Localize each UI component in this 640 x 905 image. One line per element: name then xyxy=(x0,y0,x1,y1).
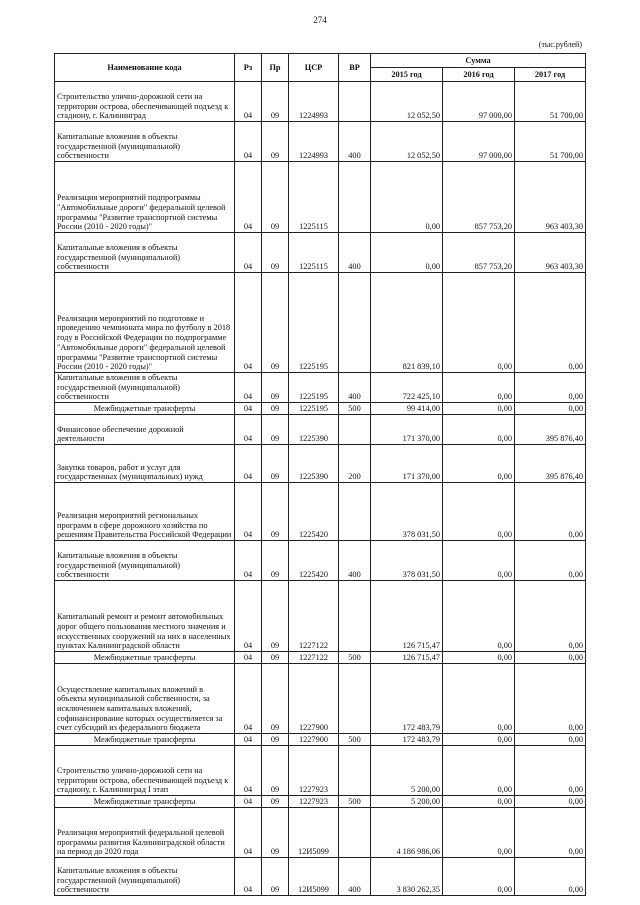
cell-vr: 500 xyxy=(339,734,371,746)
cell-csr: 1225420 xyxy=(289,541,339,581)
cell-rz: 04 xyxy=(235,445,262,483)
cell-2017: 0,00 xyxy=(515,858,586,896)
cell-name: Реализация мероприятий федеральной целевой программы развития Калининградской области на период до 2020 года xyxy=(55,808,235,858)
cell-vr xyxy=(339,808,371,858)
table-row xyxy=(55,664,586,734)
table-row xyxy=(55,541,586,581)
col-header-rz: Рз xyxy=(235,54,262,82)
cell-2017: 0,00 xyxy=(515,541,586,581)
cell-2016: 0,00 xyxy=(443,858,515,896)
cell-pr: 09 xyxy=(262,273,289,373)
cell-name: Межбюджетные трансферты xyxy=(55,652,235,664)
cell-2015: 126 715,47 xyxy=(371,581,443,652)
cell-2015: 12 052,50 xyxy=(371,122,443,162)
cell-name: Реализация мероприятий подпрограммы "Автомобильные дороги" федеральной целевой программы "Развитие транспортной системы России (2010 - 2020 годы)" xyxy=(55,162,235,233)
cell-rz: 04 xyxy=(235,162,262,233)
cell-2016: 0,00 xyxy=(443,415,515,445)
cell-2015: 5 200,00 xyxy=(371,796,443,808)
cell-2017: 0,00 xyxy=(515,373,586,403)
cell-rz: 04 xyxy=(235,82,262,122)
cell-vr: 400 xyxy=(339,233,371,273)
cell-pr: 09 xyxy=(262,746,289,796)
table-row xyxy=(55,581,586,652)
cell-name: Межбюджетные трансферты xyxy=(55,734,235,746)
cell-pr: 09 xyxy=(262,652,289,664)
cell-name: Капитальные вложения в объекты государственной (муниципальной) собственности xyxy=(55,233,235,273)
table-row xyxy=(55,445,586,483)
cell-pr: 09 xyxy=(262,581,289,652)
cell-csr: 1225420 xyxy=(289,483,339,541)
cell-2017: 0,00 xyxy=(515,664,586,734)
cell-csr: 1225115 xyxy=(289,233,339,273)
cell-rz: 04 xyxy=(235,734,262,746)
cell-2017: 0,00 xyxy=(515,483,586,541)
cell-vr xyxy=(339,82,371,122)
table-row xyxy=(55,273,586,373)
cell-csr: 1225115 xyxy=(289,162,339,233)
cell-name: Закупка товаров, работ и услуг для государственных (муниципальных) нужд xyxy=(55,445,235,483)
cell-rz: 04 xyxy=(235,122,262,162)
cell-rz: 04 xyxy=(235,858,262,896)
cell-2015: 171 370,00 xyxy=(371,415,443,445)
cell-vr: 200 xyxy=(339,445,371,483)
cell-pr: 09 xyxy=(262,403,289,415)
cell-rz: 04 xyxy=(235,796,262,808)
cell-name: Капитальные вложения в объекты государственной (муниципальной) собственности xyxy=(55,373,235,403)
cell-csr: 1225195 xyxy=(289,373,339,403)
cell-vr: 400 xyxy=(339,122,371,162)
cell-2015: 99 414,00 xyxy=(371,403,443,415)
cell-pr: 09 xyxy=(262,858,289,896)
table-row xyxy=(55,233,586,273)
cell-vr xyxy=(339,581,371,652)
cell-2016: 0,00 xyxy=(443,796,515,808)
cell-rz: 04 xyxy=(235,581,262,652)
cell-pr: 09 xyxy=(262,808,289,858)
cell-2016: 0,00 xyxy=(443,373,515,403)
cell-vr: 500 xyxy=(339,796,371,808)
cell-name: Строительство улично-дорожной сети на территории острова, обеспечивающей подъезд к стадиону, г. Калининград xyxy=(55,82,235,122)
cell-vr xyxy=(339,746,371,796)
cell-pr: 09 xyxy=(262,664,289,734)
cell-csr: 1225390 xyxy=(289,445,339,483)
table-row xyxy=(55,122,586,162)
cell-vr xyxy=(339,273,371,373)
table-row xyxy=(55,82,586,122)
cell-2017: 0,00 xyxy=(515,746,586,796)
cell-csr: 1225195 xyxy=(289,273,339,373)
col-header-2016: 2016 год xyxy=(443,68,515,82)
budget-table xyxy=(54,53,586,896)
table-row xyxy=(55,652,586,664)
cell-name: Реализация мероприятий по подготовке и проведению чемпионата мира по футболу в 2018 году в Российской Федерации по подпрограмме "Автомобильные дороги" федеральной целевой программы "Развитие транспортной системы России (2010 - 2020 годы)" xyxy=(55,273,235,373)
cell-2016: 97 000,00 xyxy=(443,122,515,162)
cell-2016: 0,00 xyxy=(443,483,515,541)
cell-2015: 171 370,00 xyxy=(371,445,443,483)
col-header-csr: ЦСР xyxy=(289,54,339,82)
cell-2016: 0,00 xyxy=(443,445,515,483)
cell-pr: 09 xyxy=(262,483,289,541)
cell-csr: 1225390 xyxy=(289,415,339,445)
cell-2016: 857 753,20 xyxy=(443,233,515,273)
cell-csr: 12И5099 xyxy=(289,858,339,896)
table-row xyxy=(55,483,586,541)
page-number: 274 xyxy=(313,15,327,25)
cell-2016: 0,00 xyxy=(443,746,515,796)
cell-rz: 04 xyxy=(235,403,262,415)
cell-vr xyxy=(339,483,371,541)
cell-name: Межбюджетные трансферты xyxy=(55,796,235,808)
cell-2015: 172 483,79 xyxy=(371,664,443,734)
cell-name: Финансовое обеспечение дорожной деятельности xyxy=(55,415,235,445)
col-header-vr: ВР xyxy=(339,54,371,82)
table-row xyxy=(55,415,586,445)
cell-pr: 09 xyxy=(262,445,289,483)
cell-name: Капитальный ремонт и ремонт автомобильных дорог общего пользования местного значения и искусственных сооружений на них в населенных пунктах Калининградской области xyxy=(55,581,235,652)
cell-2017: 0,00 xyxy=(515,796,586,808)
cell-2015: 378 031,50 xyxy=(371,541,443,581)
cell-2017: 963 403,30 xyxy=(515,233,586,273)
cell-csr: 1227900 xyxy=(289,734,339,746)
cell-2017: 0,00 xyxy=(515,808,586,858)
cell-csr: 12И5099 xyxy=(289,808,339,858)
cell-2015: 3 830 262,35 xyxy=(371,858,443,896)
cell-rz: 04 xyxy=(235,746,262,796)
cell-rz: 04 xyxy=(235,483,262,541)
cell-csr: 1227122 xyxy=(289,581,339,652)
cell-rz: 04 xyxy=(235,233,262,273)
units-note: (тыс.рублей) xyxy=(538,40,582,49)
cell-2017: 0,00 xyxy=(515,734,586,746)
cell-2016: 0,00 xyxy=(443,581,515,652)
cell-csr: 1224993 xyxy=(289,122,339,162)
cell-rz: 04 xyxy=(235,373,262,403)
table-row xyxy=(55,796,586,808)
cell-2017: 395 876,40 xyxy=(515,415,586,445)
cell-2015: 12 052,50 xyxy=(371,82,443,122)
cell-2015: 378 031,50 xyxy=(371,483,443,541)
cell-2015: 5 200,00 xyxy=(371,746,443,796)
cell-pr: 09 xyxy=(262,122,289,162)
cell-pr: 09 xyxy=(262,233,289,273)
cell-2017: 0,00 xyxy=(515,273,586,373)
cell-2017: 51 700,00 xyxy=(515,82,586,122)
cell-2015: 4 186 986,06 xyxy=(371,808,443,858)
cell-2017: 51 700,00 xyxy=(515,122,586,162)
cell-pr: 09 xyxy=(262,734,289,746)
cell-vr xyxy=(339,664,371,734)
cell-2015: 0,00 xyxy=(371,162,443,233)
cell-name: Капитальные вложения в объекты государственной (муниципальной) собственности xyxy=(55,541,235,581)
cell-2017: 0,00 xyxy=(515,403,586,415)
cell-2015: 722 425,10 xyxy=(371,373,443,403)
cell-name: Осуществление капитальных вложений в объекты муниципальной собственности, за исключением капитальных вложений, софинансирование которых осуществляется за счет субсидий из федерального бюджета xyxy=(55,664,235,734)
col-header-sum: Сумма xyxy=(371,54,586,68)
cell-name: Капитальные вложения в объекты государственной (муниципальной) собственности xyxy=(55,122,235,162)
cell-pr: 09 xyxy=(262,373,289,403)
cell-2015: 0,00 xyxy=(371,233,443,273)
table-row xyxy=(55,734,586,746)
cell-pr: 09 xyxy=(262,796,289,808)
cell-rz: 04 xyxy=(235,541,262,581)
cell-csr: 1227122 xyxy=(289,652,339,664)
cell-vr: 400 xyxy=(339,541,371,581)
cell-vr: 500 xyxy=(339,403,371,415)
cell-2016: 0,00 xyxy=(443,652,515,664)
cell-2015: 126 715,47 xyxy=(371,652,443,664)
table-row xyxy=(55,858,586,896)
cell-2017: 0,00 xyxy=(515,581,586,652)
col-header-2015: 2015 год xyxy=(371,68,443,82)
col-header-name: Наименование кода xyxy=(55,54,235,82)
cell-csr: 1225195 xyxy=(289,403,339,415)
cell-vr: 400 xyxy=(339,858,371,896)
cell-vr: 500 xyxy=(339,652,371,664)
cell-2016: 0,00 xyxy=(443,541,515,581)
cell-pr: 09 xyxy=(262,82,289,122)
cell-csr: 1227923 xyxy=(289,796,339,808)
cell-rz: 04 xyxy=(235,808,262,858)
table-row xyxy=(55,162,586,233)
cell-2016: 0,00 xyxy=(443,664,515,734)
cell-2015: 821 839,10 xyxy=(371,273,443,373)
cell-pr: 09 xyxy=(262,415,289,445)
cell-2016: 0,00 xyxy=(443,734,515,746)
cell-2016: 97 000,00 xyxy=(443,82,515,122)
cell-2016: 0,00 xyxy=(443,273,515,373)
cell-vr xyxy=(339,162,371,233)
cell-2015: 172 483,79 xyxy=(371,734,443,746)
cell-name: Капитальные вложения в объекты государственной (муниципальной) собственности xyxy=(55,858,235,896)
col-header-2017: 2017 год xyxy=(515,68,586,82)
cell-vr xyxy=(339,415,371,445)
cell-vr: 400 xyxy=(339,373,371,403)
table-row xyxy=(55,403,586,415)
cell-2017: 395 876,40 xyxy=(515,445,586,483)
cell-rz: 04 xyxy=(235,415,262,445)
cell-2016: 0,00 xyxy=(443,403,515,415)
cell-pr: 09 xyxy=(262,541,289,581)
table-row xyxy=(55,808,586,858)
cell-2016: 857 753,20 xyxy=(443,162,515,233)
cell-2017: 0,00 xyxy=(515,652,586,664)
cell-rz: 04 xyxy=(235,664,262,734)
cell-name: Строительство улично-дорожной сети на территории острова, обеспечивающей подъезд к стадиону, г. Калининград I этап xyxy=(55,746,235,796)
cell-pr: 09 xyxy=(262,162,289,233)
cell-rz: 04 xyxy=(235,652,262,664)
table-row xyxy=(55,746,586,796)
cell-csr: 1224993 xyxy=(289,82,339,122)
cell-name: Реализация мероприятий региональных программ в сфере дорожного хозяйства по решениям Правительства Российской Федерации xyxy=(55,483,235,541)
col-header-pr: Пр xyxy=(262,54,289,82)
cell-csr: 1227900 xyxy=(289,664,339,734)
cell-rz: 04 xyxy=(235,273,262,373)
table-row xyxy=(55,373,586,403)
cell-name: Межбюджетные трансферты xyxy=(55,403,235,415)
cell-2017: 963 403,30 xyxy=(515,162,586,233)
cell-csr: 1227923 xyxy=(289,746,339,796)
cell-2016: 0,00 xyxy=(443,808,515,858)
